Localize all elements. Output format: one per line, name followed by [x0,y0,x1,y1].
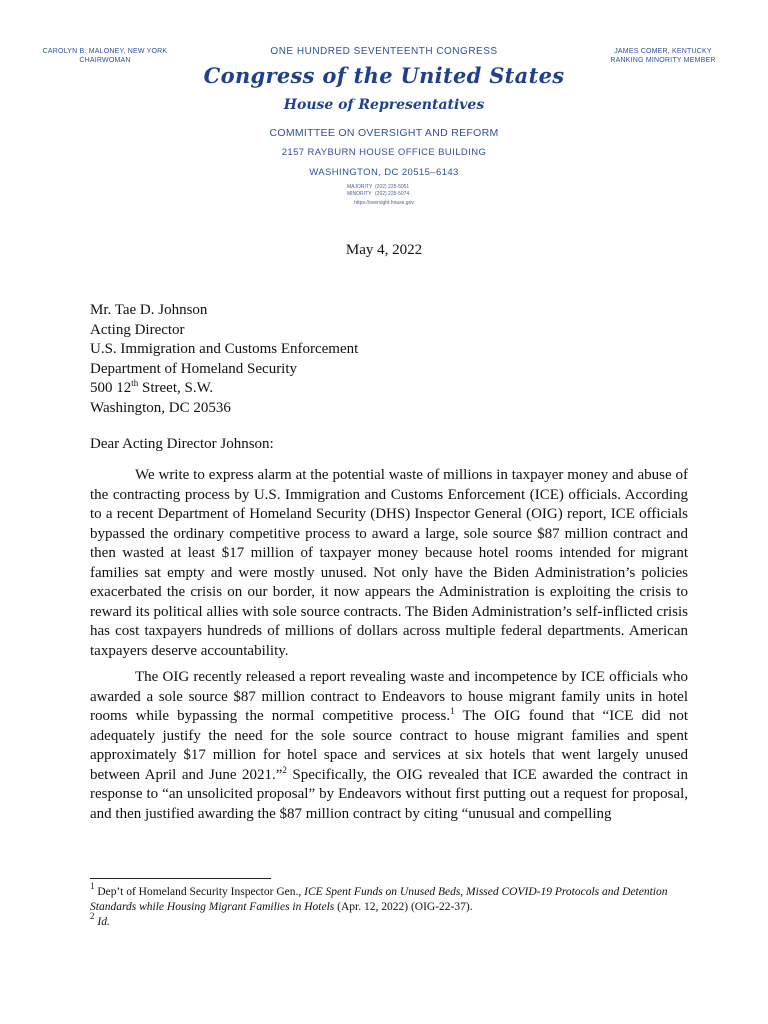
paragraph-text [90,668,688,824]
office-city: WASHINGTON, DC 20515–6143 [309,167,459,178]
paragraph-segment-2: The OIG found that “ICE did not adequately justify the need for the sole source contract to house migrant families and spent approximately $17 million for hotel space and services at six hotels that went largely unused between April and June 2021.” [90,708,688,783]
recipient-address [90,301,358,418]
majority-phone: (202) 225-5051 [375,184,410,190]
footnote-divider [90,878,271,879]
congress-number: ONE HUNDRED SEVENTEENTH CONGRESS [270,46,498,57]
recipient-department: Department of Homeland Security [90,360,298,377]
recipient-street [90,379,358,399]
footnote-2 [90,911,690,930]
chamber-title: House of Representatives [283,97,485,113]
recipient-name: Mr. Tae D. Johnson [90,302,208,318]
recipient-title: Acting Director [90,321,185,338]
chair-title: CHAIRWOMAN [79,57,131,64]
minority-phone-row [347,191,409,198]
footnote-number: 2 [90,911,95,921]
street-ordinal: th [131,378,139,388]
phone-numbers [347,184,409,198]
paragraph-segment-1: The OIG recently released a report revealing waste and incompetence by ICE officials who awarded a sole source $87 million contract to Endeavors to house migrant family units in hotel rooms while bypassing the normal competitive process. [90,669,688,724]
body-paragraph-1 [90,466,688,661]
letterhead [0,0,768,215]
recipient-city: Washington, DC 20536 [90,399,231,416]
letterhead-title: Congress of the United States [203,63,565,88]
chair-name: CAROLYN B. MALONEY, NEW YORK [42,48,168,55]
recipient-agency: U.S. Immigration and Customs Enforcement [90,341,359,357]
street-name: Street, S.W. [138,380,214,396]
street-number: 500 12 [90,380,132,396]
footnote-title: Id. [94,916,110,928]
footnote-lead: Dep’t of Homeland Security Inspector Gen., [94,886,305,898]
paragraph-segment-3: Specifically, the OIG revealed that ICE awarded the contract in response to “an unsolicited proposal” by Endeavors without first putting out a request for proposal, and then justified awarding the $87 million contract by citing “unusual and compelling [90,766,688,822]
footnotes [90,881,690,930]
footnote-ref-1[interactable]: 1 [450,706,455,716]
ranking-member-name: JAMES COMER, KENTUCKY [614,48,712,55]
committee-name: COMMITTEE ON OVERSIGHT AND REFORM [269,127,499,139]
majority-phone-row [347,184,409,191]
letter-date: May 4, 2022 [345,242,423,258]
minority-label: MINORITY [347,191,372,197]
majority-label: MAJORITY [347,184,373,190]
footnote-tail: (Apr. 12, 2022) (OIG-22-37). [334,901,473,913]
ranking-member-title: RANKING MINORITY MEMBER [610,57,716,64]
website-link[interactable]: https://oversight.house.gov [354,200,414,206]
footnote-title: ICE Spent Funds on Unused Beds, Missed COVID-19 Protocols and Detention Standards while Housing Migrant Families in Hotels [90,886,668,913]
footnote-ref-2[interactable]: 2 [282,764,287,775]
paragraph-text: We write to express alarm at the potential waste of millions in taxpayer money and abuse of the contracting process by U.S. Immigration and Customs Enforcement (ICE) officials. According to a recent Department of Homeland Security (DHS) Inspector General (OIG) report, ICE officials bypassed the ordinary competitive process to award a large, sole source $87 million contract and then wasted at least $17 million of taxpayer money because hotel rooms intended for migrant families sat empty and were mostly unused. Not only have the Biden Administration’s policies exacerbated the crisis on our border, it now appears the Administration is exploiting the crisis to reward its political allies with sole source contracts. The Biden Administration’s self-inflicted crisis has cost taxpayers hundreds of millions of dollars across multiple federal departments. American taxpayers deserve accountability. [90,467,688,659]
minority-phone: (202) 225-5074 [375,191,410,197]
footnote-number: 1 [90,881,95,891]
office-address: 2157 RAYBURN HOUSE OFFICE BUILDING [281,147,487,158]
footnote-1 [90,881,690,915]
body-paragraph-2 [90,668,688,824]
salutation: Dear Acting Director Johnson: [90,436,274,452]
